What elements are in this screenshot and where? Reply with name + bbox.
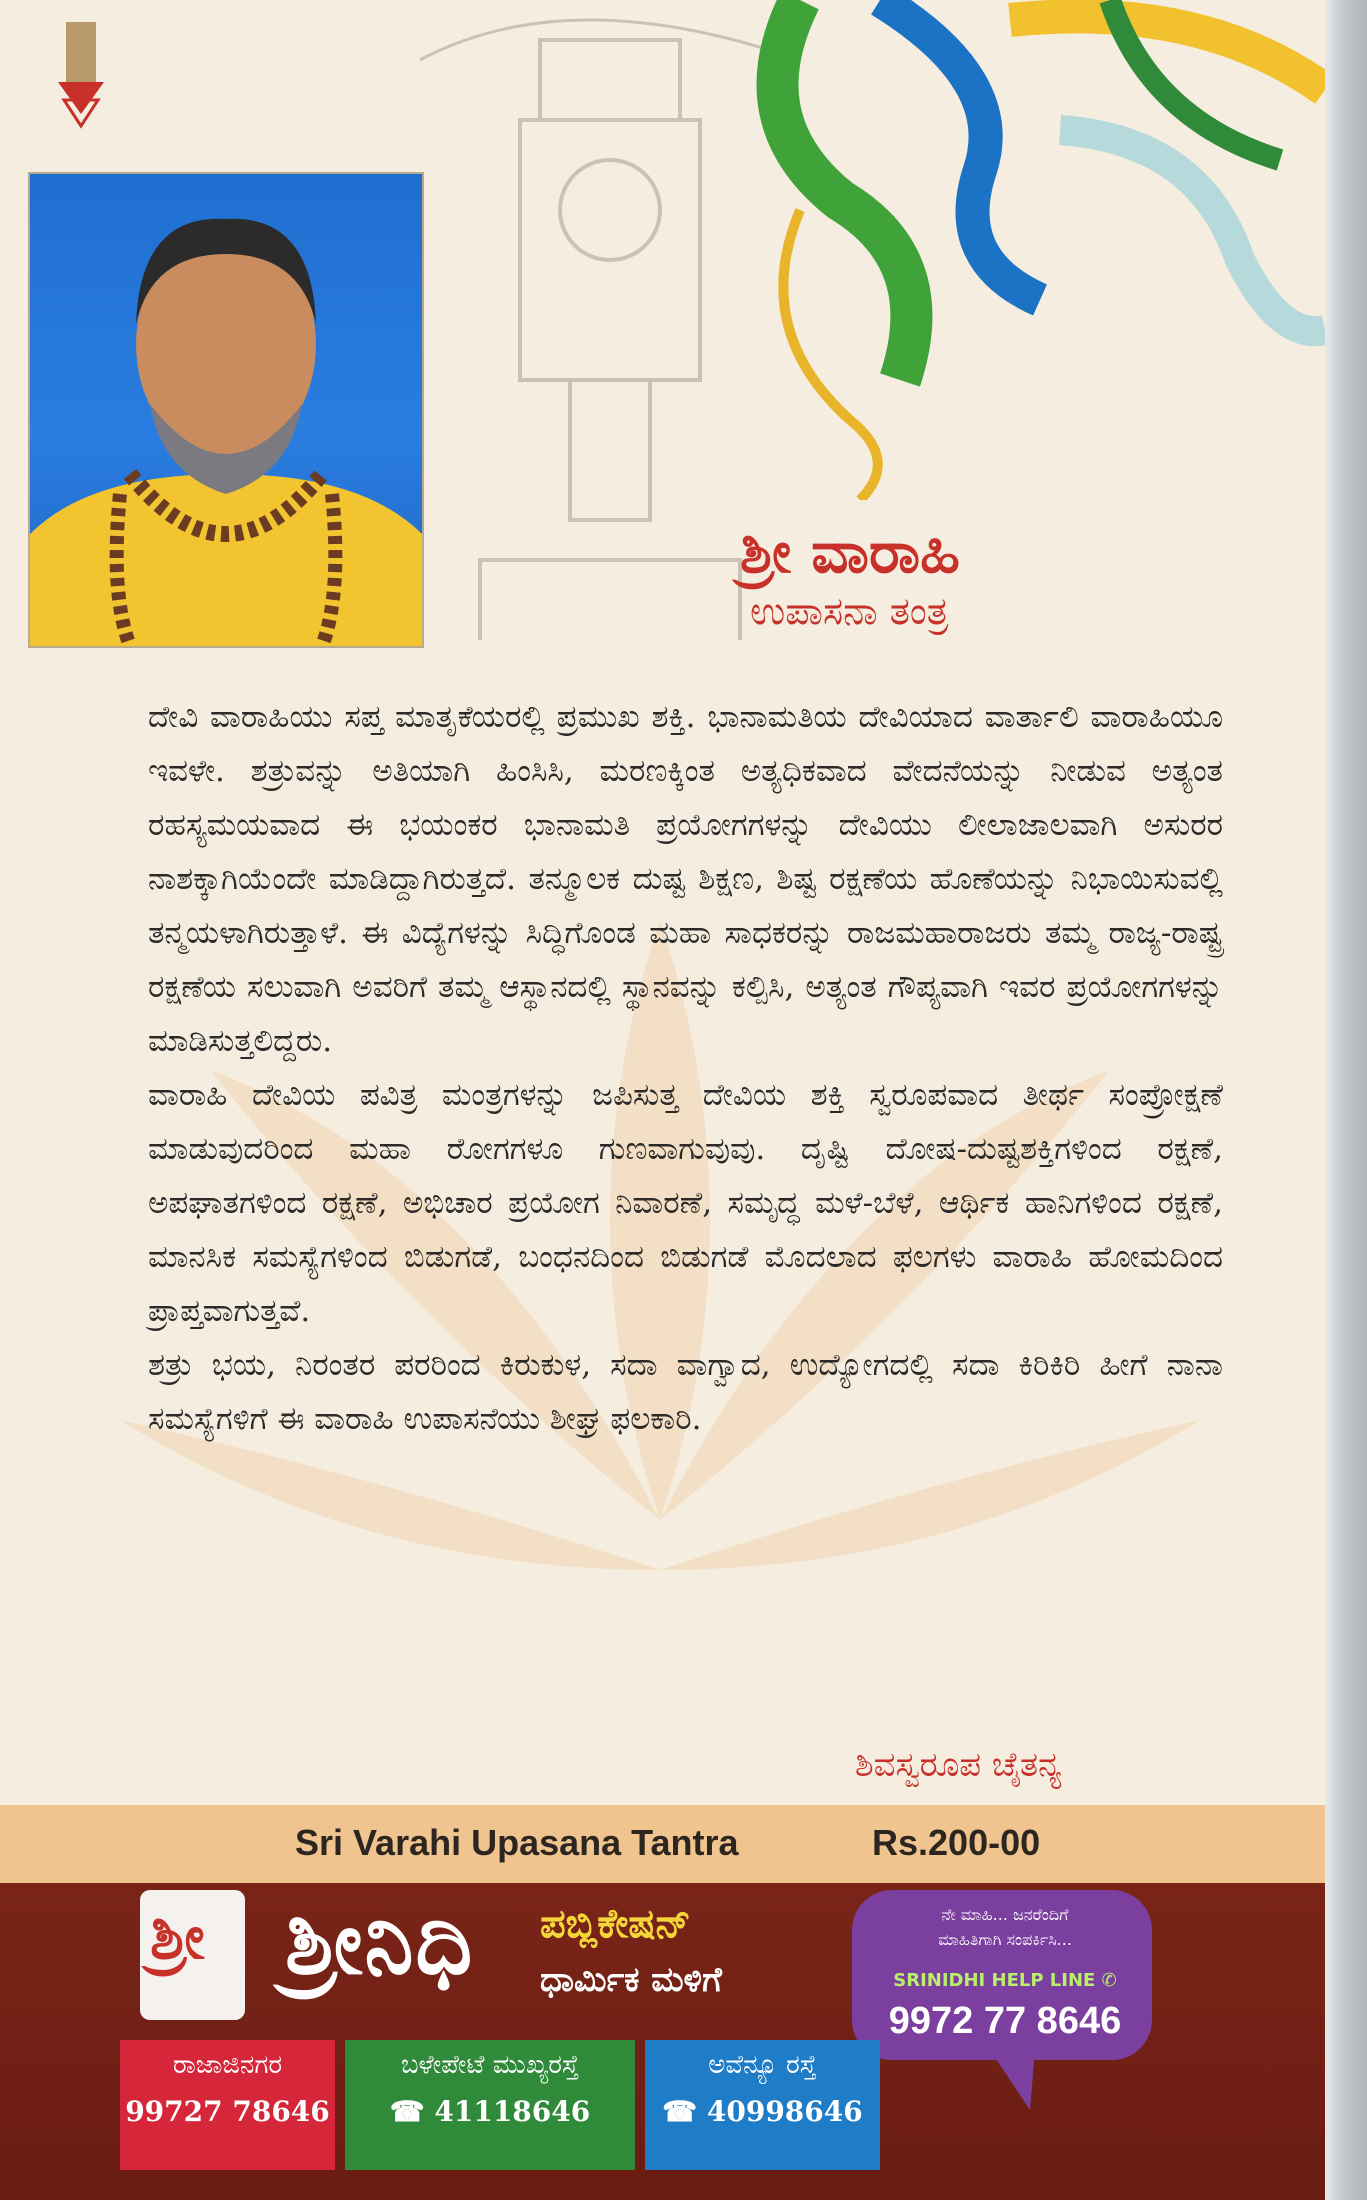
branch-avenue-road [645,2040,880,2170]
helpline-text: ನೇ ಮಾಹಿ... ಜನರೆಂದಿಗೆ [941,1905,1069,1924]
description-text [148,690,1223,1446]
author-photo [28,172,424,648]
helpline-bubble-tail [990,2050,1035,2110]
helpline-text: ಮಾಹಿತಿಗಾಗಿ ಸಂಪರ್ಕಿಸಿ... [938,1930,1072,1949]
price-arrow-icon [58,22,104,132]
title-main: ಶ್ರೀ ವಾರಾಹಿ [740,518,960,586]
helpline-label [870,1970,1140,1991]
book-edge [1325,0,1367,2200]
whatsapp-icon: ✆ [1101,1970,1117,1991]
title-subtitle: ಉಪಾಸನಾ ತಂತ್ರ [750,589,949,633]
branch-name: ರಾಜಾಜಿನಗರ [172,2050,283,2080]
branch-name: ಬಳೇಪೇಟೆ ಮುಖ್ಯರಸ್ತೆ [400,2050,580,2080]
helpline-label-text: SRINIDHI HELP LINE [893,1970,1096,1991]
paragraph: ವಾರಾಹಿ ದೇವಿಯ ಪವಿತ್ರ ಮಂತ್ರಗಳನ್ನು ಜಪಿಸುತ್ತ ದೇವಿಯ ಶಕ್ತಿ ಸ್ವರೂಪವಾದ ತೀರ್ಥ ಸಂಪ್ರೋಕ್ಷಣೆ ಮಾಡುವುದರಿಂದ ಮಹಾ ರೋಗಗಳೂ ಗುಣವಾಗುವುವು. ದೃಷ್ಟಿ ದೋಷ-ದುಷ್ಟಶಕ್ತಿಗಳಿಂದ ರಕ್ಷಣೆ, ಅಪಘಾತಗಳಿಂದ ರಕ್ಷಣೆ, ಅಭಿಚಾರ ಪ್ರಯೋಗ ನಿವಾರಣೆ, ಸಮೃದ್ಧ ಮಳೆ-ಬೆಳೆ, ಆರ್ಥಿಕ ಹಾನಿಗಳಿಂದ ರಕ್ಷಣೆ, ಮಾನಸಿಕ ಸಮಸ್ಯೆಗಳಿಂದ ಬಿಡುಗಡೆ, ಬಂಧನದಿಂದ ಬಿಡುಗಡೆ ಮೊದಲಾದ ಫಲಗಳು ವಾರಾಹಿ ಹೋಮದಿಂದ ಪ್ರಾಪ್ತವಾಗುತ್ತವೆ. [148,1077,1223,1329]
branch-name: ಅವೆನ್ಯೂ ರಸ್ತೆ [708,2050,817,2080]
publisher-name: ಶ್ರೀನಿಧಿ [285,1890,475,1994]
branch-rajajinagar [120,2040,335,2170]
helpline-phone: 9972 77 8646 [888,2000,1122,2042]
branch-balepete [345,2040,635,2170]
price: Rs.200-00 [872,1822,1041,1863]
english-title: Sri Varahi Upasana Tantra [295,1822,739,1863]
publisher-logo-text: ಶ್ರೀ [150,1900,205,1973]
branch-phone: ☎ 41118646 [389,2095,591,2128]
branch-phone: 99727 78646 [125,2095,330,2128]
decorative-swirl [680,0,1325,500]
book-title [740,518,1160,636]
paragraph: ಶತ್ರು ಭಯ, ನಿರಂತರ ಪರರಿಂದ ಕಿರುಕುಳ, ಸದಾ ವಾಗ್ವಾದ, ಉದ್ಯೋಗದಲ್ಲಿ ಸದಾ ಕಿರಿಕಿರಿ ಹೀಗೆ ನಾನಾ ಸಮಸ್ಯೆಗಳಿಗೆ ಈ ವಾರಾಹಿ ಉಪಾಸನೆಯು ಶೀಘ್ರ ಫಲಕಾರಿ. [148,1347,1223,1437]
branch-phone: ☎ 40998646 [662,2095,863,2128]
paragraph: ದೇವಿ ವಾರಾಹಿಯು ಸಪ್ತ ಮಾತೃಕೆಯರಲ್ಲಿ ಪ್ರಮುಖ ಶಕ್ತಿ. ಭಾನಾಮತಿಯ ದೇವಿಯಾದ ವಾರ್ತಾಲಿ ವಾರಾಹಿಯೂ ಇವಳೇ. ಶತ್ರುವನ್ನು ಅತಿಯಾಗಿ ಹಿಂಸಿಸಿ, ಮರಣಕ್ಕಿಂತ ಅತ್ಯಧಿಕವಾದ ವೇದನೆಯನ್ನು ನೀಡುವ ಅತ್ಯಂತ ರಹಸ್ಯಮಯವಾದ ಈ ಭಯಂಕರ ಭಾನಾಮತಿ ಪ್ರಯೋಗಗಳನ್ನು ದೇವಿಯು ಲೀಲಾಜಾಲವಾಗಿ ಅಸುರರ ನಾಶಕ್ಕಾಗಿಯೆಂದೇ ಮಾಡಿದ್ದಾಗಿರುತ್ತದೆ. ತನ್ಮೂಲಕ ದುಷ್ಟ ಶಿಕ್ಷಣ, ಶಿಷ್ಟ ರಕ್ಷಣೆಯ ಹೊಣೆಯನ್ನು ನಿಭಾಯಿಸುವಲ್ಲಿ ತನ್ಮಯಳಾಗಿರುತ್ತಾಳೆ. ಈ ವಿದ್ಯೆಗಳನ್ನು ಸಿದ್ಧಿಗೊಂಡ ಮಹಾ ಸಾಧಕರನ್ನು ರಾಜಮಹಾರಾಜರು ತಮ್ಮ ರಾಜ್ಯ-ರಾಷ್ಟ್ರ ರಕ್ಷಣೆಯ ಸಲುವಾಗಿ ಅವರಿಗೆ ತಮ್ಮ ಆಸ್ಥಾನದಲ್ಲಿ ಸ್ಥಾನವನ್ನು ಕಲ್ಪಿಸಿ, ಅತ್ಯಂತ ಗೌಪ್ಯವಾಗಿ ಇವರ ಪ್ರಯೋಗಗಳನ್ನು ಮಾಡಿಸುತ್ತಲಿದ್ದರು. [148,699,1223,1059]
publisher-tagline: ಧಾರ್ಮಿಕ ಮಳಿಗೆ [540,1960,722,2000]
author-signature: ಶಿವಸ್ವರೂಪ ಚೈತನ್ಯ [855,1745,1062,1785]
publisher-subtitle: ಪಬ್ಲಿಕೇಷನ್ [540,1900,691,1947]
